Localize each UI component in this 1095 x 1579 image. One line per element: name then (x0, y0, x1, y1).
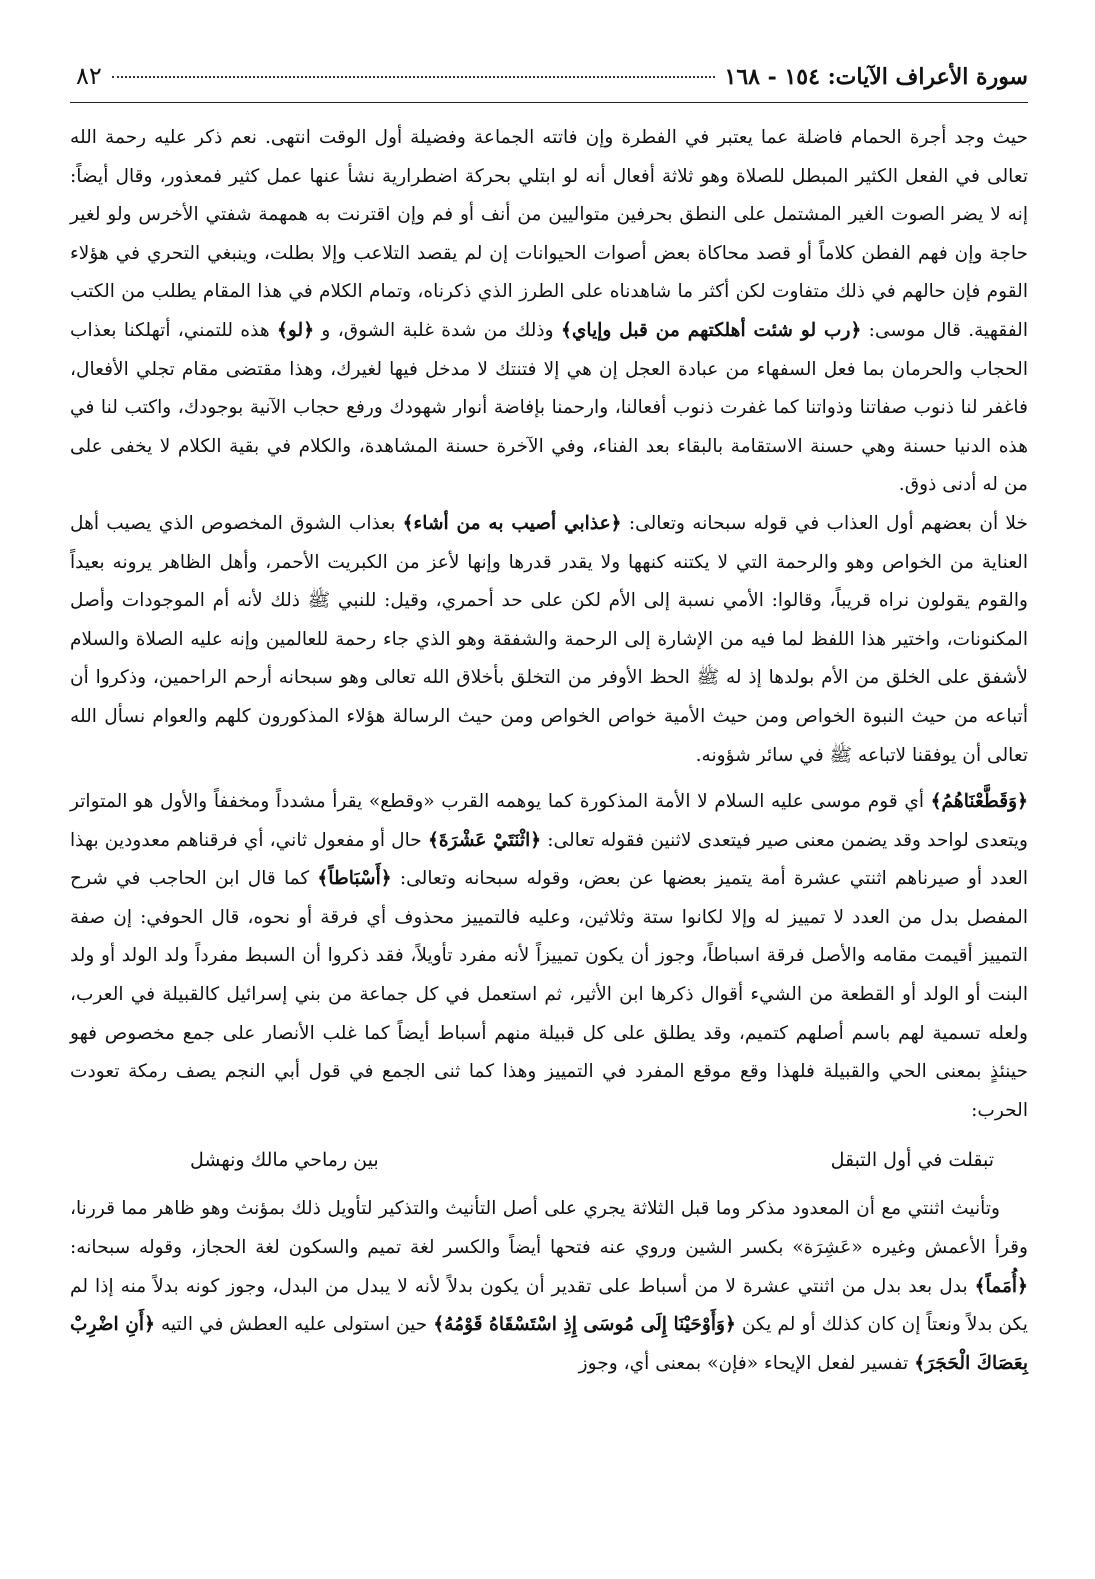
text-run: خلا أن بعضهم أول العذاب في قوله سبحانه وتعالى: (621, 512, 1028, 534)
verse-second-hemistich: بين رماحي مالك ونهشل (190, 1149, 379, 1172)
quran-quote: ﴿وَأَوْحَيْنَا إِلَى مُوسَى إِذِ اسْتَسْقَاهُ قَوْمُهُ﴾ (433, 1314, 736, 1336)
paragraph-2 (70, 505, 1028, 775)
paragraph-4 (70, 1190, 1028, 1383)
paragraph-3 (70, 783, 1028, 1130)
quran-quote: ﴿عذابي أصيب به من أشاء﴾ (402, 512, 622, 534)
quran-quote: ﴿أُمَماً﴾ (974, 1275, 1028, 1297)
quran-quote: ﴿وَقَطَّعْنَاهُمُ﴾ (930, 791, 1028, 813)
book-page (70, 62, 1028, 1383)
text-run: كما قال ابن الحاجب في شرح المفصل بدل من العدد لا تمييز له وإلا لكانوا ستة وثلاثين، وعليه فالتمييز محذوف أي فرقة أو نحوه، قال الحوفي: إن صفة التمييز أقيمت مقامه والأصل فرقة اسباطاً، وجوز أن يكون تمييزاً لأنه مفرد تأويلاً، فقد ذكروا أن السبط مفرداً ولد الولد أو ولد البنت أو الولد أو القطعة من الشيء أقوال ذكرها ابن الأثير، ثم استعمل في كل جماعة من بني إسرائيل كالقبيلة في العرب، ولعله تسمية لهم باسم أصلهم كتميم، وقد يطلق على كل قبيلة منهم أسباط أيضاً كما غلب الأنصار على جمع مخصوص فهو حينئذٍ بمعنى الحي والقبيلة فلهذا وقع موقع المفرد في التمييز وهذا كما ثنى الجمع في قول أبي النجم يصف رمكة تعودت الحرب: (70, 868, 1028, 1121)
text-run: وذلك من شدة غلبة الشوق، و (314, 319, 561, 341)
page-number: ٨٢ (76, 62, 102, 90)
paragraph-1 (70, 119, 1028, 505)
text-run: حيث وجد أجرة الحمام فاضلة عما يعتبر في الفطرة وإن فاتته الجماعة وفضيلة أول الوقت انتهى. نعم ذكر عليه رحمة الله تعالى في الفعل الكثير المبطل للصلاة وهو ثلاثة أفعال أنه لو ابتلي بحركة اضطرارية نشأ عنها عمل كثير فمعذور، وقال أيضاً: إنه لا يضر الصوت الغير المشتمل على النطق بحرفين متواليين من أنف أو فم وإن اقترنت به همهمة شفتي الأخرس ولو لغير حاجة وإن فهم الفطن كلاماً أو قصد محاكاة بعض أصوات الحيوانات إن لم يقصد التلاعب وإلا بطلت، وينبغي التحري في هؤلاء القوم فإن حالهم في ذلك متفاوت لكن أكثر ما شاهدناه على الطرز الذي ذكرناه، وتمام الكلام في هذا المقام يطلب من الكتب الفقهية. قال موسى: (70, 127, 1028, 341)
commentary-text (70, 119, 1028, 1383)
surah-title: سورة الأعراف الآيات: ١٥٤ - ١٦٨ (724, 64, 1028, 90)
dotted-leader (112, 76, 715, 78)
text-run: تفسير لفعل الإيحاء «فإن» بمعنى أي، وجوز (578, 1352, 915, 1374)
text-run: بدل بعد بدل من اثنتي عشرة لا من أسباط على تقدير أن يكون بدلاً لأنه لا يبدل من البدل، وجوز كونه بدلاً منه إذا لم يكن بدلاً ونعتاً إن كان كذلك أو لم يكن (70, 1275, 1028, 1336)
running-header (70, 62, 1028, 103)
verse-first-hemistich: تبقلت في أول التبقل (830, 1149, 994, 1172)
text-run: حال أو مفعول ثاني، أي فرقناهم معدودين بهذا العدد أو صيرناهم اثنتي عشرة أمة يتميز بعضها عن بعض، وقوله سبحانه وتعالى: (70, 829, 1029, 890)
quran-quote: ﴿لو﴾ (277, 319, 315, 341)
text-run: وتأنيث اثنتي مع أن المعدود مذكر وما قبل الثلاثة يجري على أصل التأنيث والتذكير لتأويل ذلك بمؤنث وهو ظاهر مما قررنا، وقرأ الأعمش وغيره «عَشِرَة» بكسر الشين وروي عنه فتحها أيضاً والكسر لغة تميم والسكون لغة الحجاز، وقوله سبحانه: (70, 1198, 1028, 1259)
quran-quote: ﴿أَسْبَاطاً﴾ (317, 868, 392, 890)
quran-quote: ﴿رب لو شئت أهلكتهم من قبل وإياي﴾ (560, 319, 862, 341)
poetry-verse (70, 1140, 1028, 1180)
text-run: بعذاب الشوق المخصوص الذي يصيب أهل العناية من الخواص وهو والرحمة التي لا يكتنه كنهها ولا يقدر قدرها وإنها لأعز من الكبريت الأحمر، وأهل الظاهر يرونه بعيداً والقوم يقولون نراه قريباً، وقالوا: الأمي نسبة إلى الأم لكن على حد أحمري، وقيل: للنبي ﷺ ذلك لأنه أم الموجودات وأصل المكنونات، واختير هذا اللفظ لما فيه من الإشارة إلى الرحمة والشفقة وهو الذي جاء رحمة للعالمين وإنه عليه الصلاة والسلام لأشفق على الخلق من الأم بولدها إذ له ﷺ الحظ الأوفر من التخلق بأخلاق الله تعالى وهو سبحانه أرحم الراحمين، وذكروا أن أتباعه من حيث النبوة الخواص ومن حيث الأمية خواص الخواص ومن حيث الرسالة هؤلاء المذكورون كلهم والعوام نسأل الله تعالى أن يوفقنا لاتباعه ﷺ في سائر شؤونه. (70, 512, 1028, 766)
quran-quote: ﴿أَنِ اضْرِبْ بِعَصَاكَ الْحَجَرَ﴾ (70, 1314, 1028, 1374)
quran-quote: ﴿اثْنَتَيْ عَشْرَةَ﴾ (427, 829, 542, 851)
text-run: هذه للتمني، أتهلكنا بعذاب الحجاب والحرمان بما فعل السفهاء من عبادة العجل إن هي إلا فتنتك لا مدخل فيها لغيرك، وهذا مقتضى مقام تجلي الأفعال، فاغفر لنا ذنوب صفاتنا وذواتنا كما غفرت ذنوب أفعالنا، وارحمنا بإفاضة أنوار شهودك ورفع حجاب الآنية بوجودك، واكتب لنا في هذه الدنيا حسنة وهي حسنة الاستقامة بالبقاء بعد الفناء، وفي الآخرة حسنة المشاهدة، والكلام في بقية الكلام لا يخفى على من له أدنى ذوق. (70, 319, 1028, 496)
text-run: حين استولى عليه العطش في التيه (154, 1314, 434, 1336)
text-run: أي قوم موسى عليه السلام لا الأمة المذكورة كما يوهمه القرب «وقطع» يقرأ مشدداً ومخففاً والأول هو المتواتر ويتعدى لواحد وقد يضمن معنى صير فيتعدى لاثنين فقوله تعالى: (70, 791, 1028, 851)
